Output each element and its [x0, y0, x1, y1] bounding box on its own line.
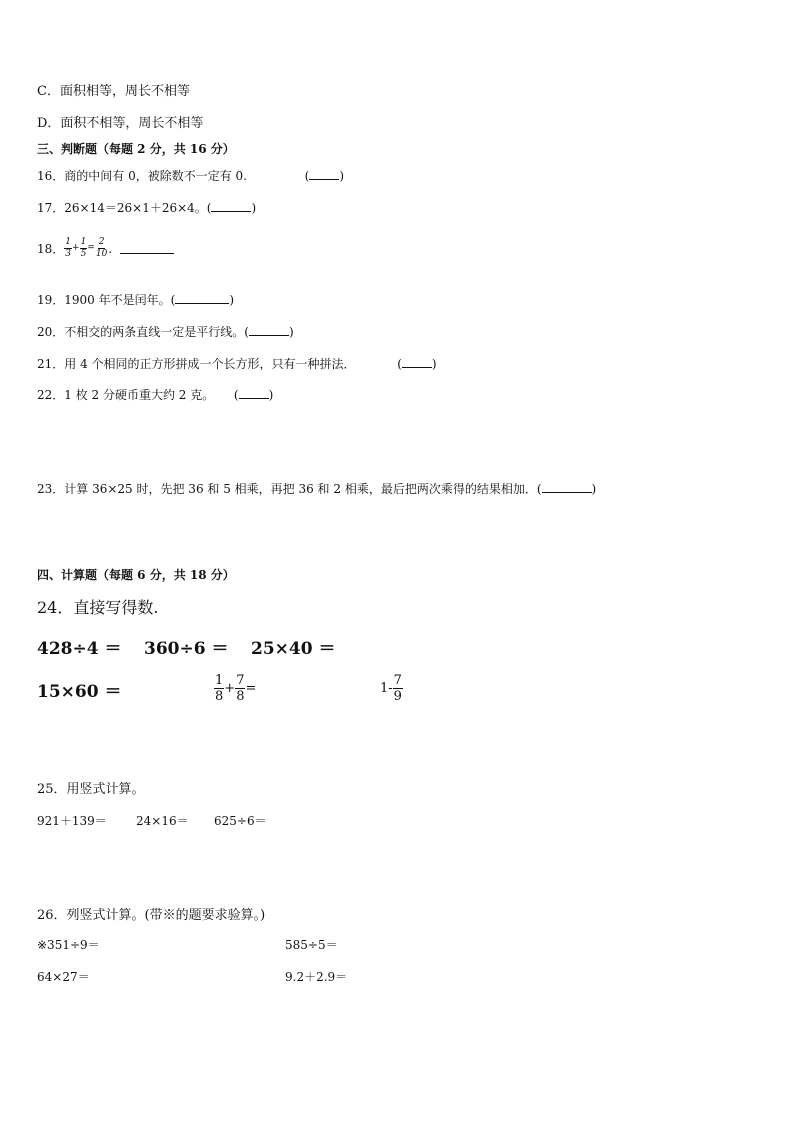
question-22-text: 22．1 枚 2 分硬币重大约 2 克。	[37, 388, 215, 402]
option-d: D．面积不相等，周长不相等	[37, 116, 204, 131]
fraction-two-tenths: $\frac{2}{10}$	[95, 237, 108, 259]
question-17-paren-close: )	[251, 201, 257, 215]
question-20-text: 20．不相交的两条直线一定是平行线。(	[37, 325, 249, 339]
section-4-title: 四、计算题（每题 6 分，共 18 分）	[37, 568, 235, 582]
calc-585-div-5: 585÷5＝	[285, 938, 338, 952]
fraction-seven-eighths: $\frac{7}{8}$	[236, 673, 245, 704]
answer-blank-17[interactable]	[211, 201, 251, 212]
question-21-paren-open: (	[397, 357, 402, 371]
period: .	[108, 241, 113, 256]
question-21-paren-close: )	[431, 357, 437, 371]
question-16-paren-open: (	[304, 169, 310, 183]
calc-fraction-sum	[214, 674, 256, 703]
question-16-paren-close: )	[339, 169, 345, 183]
question-20-paren-close: )	[288, 325, 294, 339]
plus-sign: +	[72, 243, 80, 253]
question-23-text: 23．计算 36×25 时，先把 36 和 5 相乘，再把 36 和 2 相乘，最后把两次乘得的结果相加．(	[37, 482, 542, 496]
question-20	[37, 325, 294, 338]
question-24-title: 24．直接写得数.	[37, 598, 159, 617]
fraction-one-fifth: $\frac{1}{5}$	[80, 237, 87, 259]
question-23	[37, 482, 596, 495]
calc-625-div-6: 625÷6＝	[214, 814, 267, 828]
calc-360-div-6: 360÷6 ＝	[144, 639, 229, 659]
option-c: C．面积相等，周长不相等	[37, 84, 190, 99]
equals-sign: =	[87, 243, 95, 253]
question-16-text: 16．商的中间有 0，被除数不一定有 0.	[37, 169, 247, 183]
calc-64-times-27: 64×27＝	[37, 970, 90, 984]
question-26-title: 26．列竖式计算。(带※的题要求验算。)	[37, 908, 266, 923]
question-25-title: 25．用竖式计算。	[37, 782, 145, 797]
fraction-one-eighth: $\frac{1}{8}$	[215, 673, 224, 704]
question-18-label: 18．	[37, 241, 65, 256]
calc-351-div-9: ※351÷9＝	[37, 938, 100, 952]
answer-blank-19[interactable]	[175, 293, 229, 304]
calc-9-2-plus-2-9: 9.2＋2.9＝	[285, 970, 348, 984]
section-3-title: 三、判断题（每题 2 分，共 16 分）	[37, 142, 235, 156]
answer-blank-20[interactable]	[249, 325, 289, 336]
answer-blank-16[interactable]	[309, 169, 339, 180]
equals-sign: =	[245, 681, 257, 696]
question-22	[37, 388, 273, 401]
question-19-text: 19．1900 年不是闰年。(	[37, 293, 176, 307]
fraction-seven-ninths: $\frac{7}{9}$	[393, 673, 402, 704]
calc-24-times-16: 24×16＝	[136, 814, 189, 828]
question-21	[37, 357, 437, 370]
answer-blank-18[interactable]	[120, 243, 174, 254]
calc-one-minus-fraction	[380, 674, 403, 703]
one-minus: 1-	[380, 681, 393, 696]
plus-sign: +	[224, 681, 236, 696]
answer-blank-22[interactable]	[239, 388, 269, 399]
question-22-paren-close: )	[268, 388, 274, 402]
calc-428-div-4: 428÷4 ＝	[37, 639, 122, 659]
question-22-paren-open: (	[233, 388, 239, 402]
calc-25-times-40: 25×40 ＝	[251, 639, 336, 659]
question-21-text: 21．用 4 个相同的正方形拼成一个长方形，只有一种拼法．	[37, 357, 356, 371]
fraction-one-third: $\frac{1}{3}$	[65, 237, 72, 259]
answer-blank-23[interactable]	[542, 482, 592, 493]
question-16	[37, 169, 344, 182]
calc-921-plus-139: 921＋139＝	[37, 814, 107, 828]
question-23-paren-close: )	[591, 482, 597, 496]
answer-blank-21[interactable]	[402, 357, 432, 368]
question-18	[37, 238, 174, 259]
question-17	[37, 201, 256, 214]
calc-15-times-60: 15×60 ＝	[37, 682, 122, 702]
question-19	[37, 293, 234, 306]
question-17-text: 17．26×14＝26×1＋26×4。(	[37, 201, 212, 215]
question-19-paren-close: )	[229, 293, 234, 307]
